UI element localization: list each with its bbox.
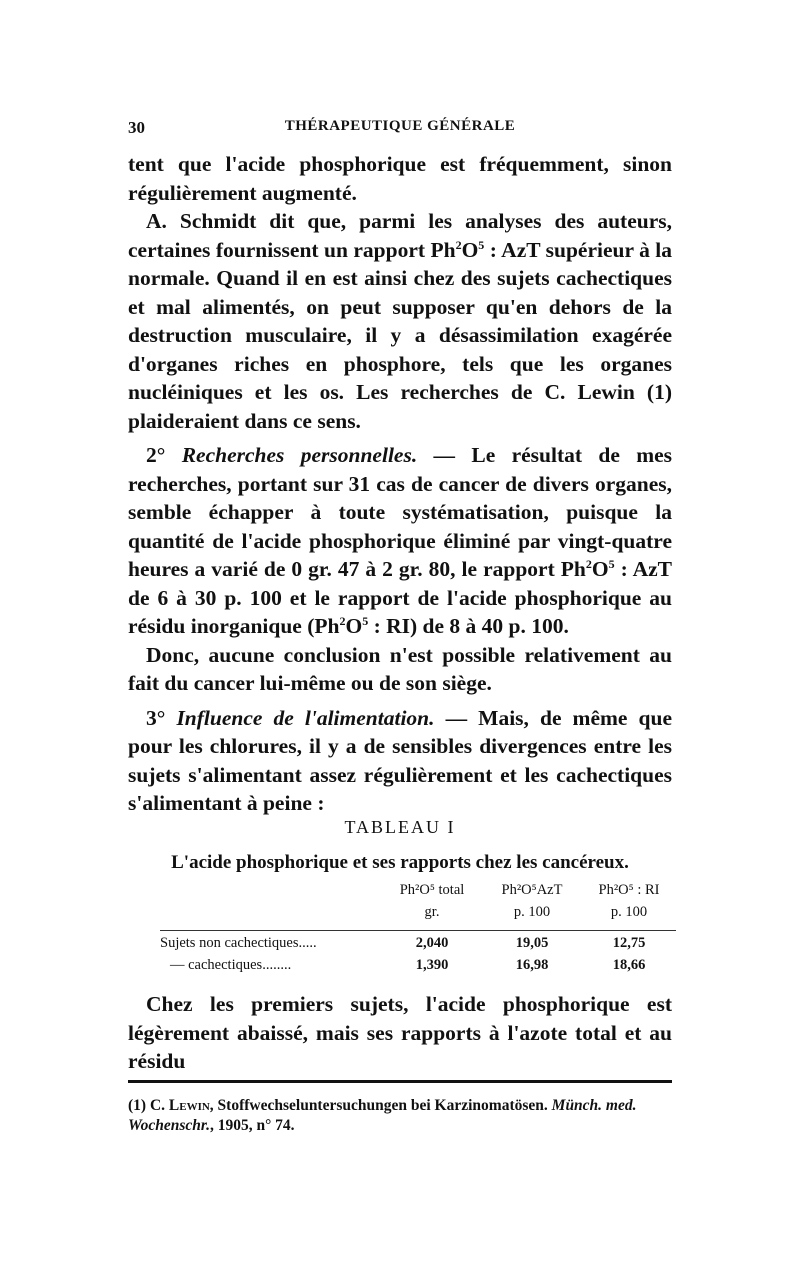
column-unit: p. 100 bbox=[610, 904, 648, 920]
paragraph-6: Chez les premiers sujets, l'acide phosphorique est légèrement abaissé, mais ses rapports à l'azote total et au résidu bbox=[128, 992, 672, 1073]
upper-body bbox=[128, 150, 672, 818]
page-number: 30 bbox=[128, 118, 145, 137]
table-row: — cachectiques........ 1,390 16,98 18,66 bbox=[170, 957, 646, 973]
footnote-divider bbox=[128, 1080, 672, 1083]
footnote: (1) C. Lewin, Stoffwechseluntersuchungen bei Karzinomatösen. Münch. med. Wochenschr., 1905, n° 74. bbox=[128, 1097, 637, 1134]
table-title: TABLEAU I bbox=[344, 817, 456, 837]
column-header: Ph²O⁵AzT bbox=[501, 882, 563, 898]
lower-body bbox=[128, 990, 672, 1076]
paragraph-4: Donc, aucune conclusion n'est possible relativement au fait du cancer lui-même ou de son siège. bbox=[128, 642, 672, 695]
paragraph-5: 3° Influence de l'alimentation. — Mais, de même que pour les chlorures, il y a de sensibles divergences entre les sujets s'alimentant assez régulièrement et les cachectiques s'alimentant à peine : bbox=[128, 705, 672, 815]
running-title: THÉRAPEUTIQUE GÉNÉRALE bbox=[284, 118, 516, 134]
paragraph-2: A. Schmidt dit que, parmi les analyses des auteurs, certaines fournissent un rapport $Ph^2O^5$ : AzT supérieur à la normale. Quand il en est ainsi chez des sujets cachectiques et mal alimentés, on peut supposer qu'en dehors de la destruction musculaire, il y a désassimilation exagérée d'organes riches en phosphore, tels que les organes nucléiniques et les os. Les recherches de C. Lewin (1) plaideraient dans ce sens. bbox=[128, 209, 672, 433]
table-units-row bbox=[160, 904, 676, 926]
paragraph-3: 2° Recherches personnelles. — Le résultat de mes recherches, portant sur 31 cas de cancer de divers organes, semble échapper à toute systématisation, puisque la quantité de l'acide phosphorique éliminé par vingt-quatre heures a varié de 0 gr. 47 à 2 gr. 80, le rapport $Ph^2O^5$ : AzT de 6 à 30 p. 100 et le rapport de l'acide phosphorique au résidu inorganique ($Ph^2O^5$ : RI) de 8 à 40 p. 100. bbox=[128, 443, 673, 638]
column-header: Ph²O⁵ : RI bbox=[598, 882, 660, 898]
table-rule bbox=[160, 930, 676, 931]
table-caption: L'acide phosphorique et ses rapports chez les cancéreux. bbox=[171, 852, 629, 873]
table-header-row bbox=[160, 882, 676, 904]
paragraph-1: tent que l'acide phosphorique est fréquemment, sinon régulièrement augmenté. bbox=[128, 152, 672, 205]
data-table bbox=[160, 882, 676, 979]
column-header: Ph²O⁵ total bbox=[399, 882, 465, 898]
column-unit: gr. bbox=[424, 904, 440, 920]
column-unit: p. 100 bbox=[513, 904, 551, 920]
table-row: Sujets non cachectiques..... 2,040 19,05 12,75 bbox=[160, 935, 646, 951]
